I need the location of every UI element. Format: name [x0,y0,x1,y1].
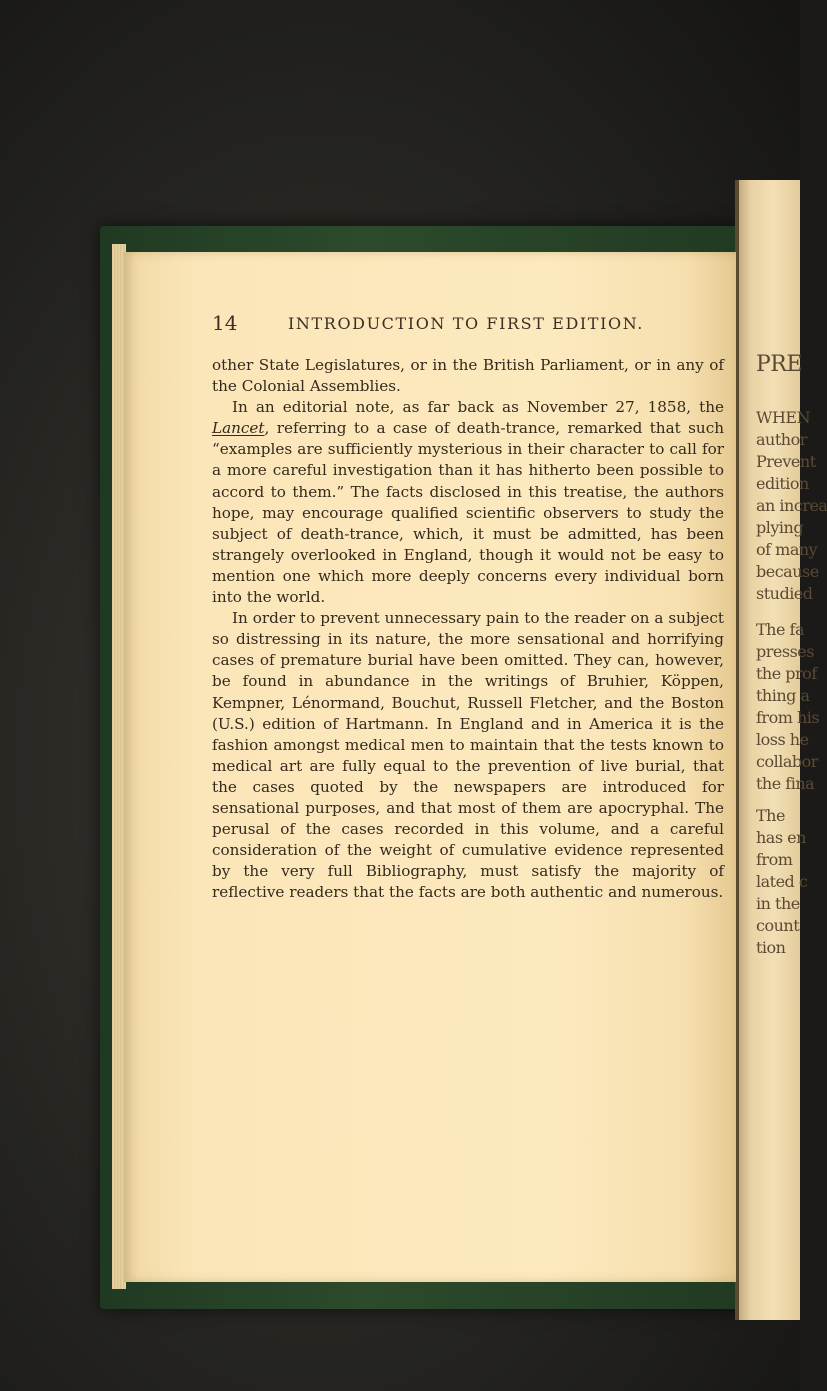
paragraph-text: , referring to a case of death-trance, remarked that such “examples are sufficiently mysterious in their character to call for a more careful investigation than it has hitherto been possible to accord to them.” The facts disclosed in this treatise, the authors hope, may encourage qualified scientific observers to study the subject of death-trance, which, it must be admitted, has been strangely overlooked in England, though it would not be easy to mention one which more deeply concerns every individual born into the world. [212,419,724,607]
body-text [212,355,724,903]
journal-name: Lancet [212,419,265,438]
adjacent-fragment: The fa [756,620,804,639]
adjacent-fragment: because [756,562,819,581]
adjacent-fragment: of many [756,540,818,559]
adjacent-fragment: author [756,430,807,449]
adjacent-fragment: plying [756,518,804,537]
adjacent-fragment: tion [756,938,786,957]
running-head [212,311,732,339]
adjacent-book-page [735,180,827,1320]
chapter-title: INTRODUCTION TO FIRST EDITION. [288,314,644,333]
adjacent-fragment: in the [756,894,800,913]
adjacent-fragment: the prof [756,664,817,683]
adjacent-fragment: loss he [756,730,809,749]
paragraph: other State Legislatures, or in the British Parliament, or in any of the Colonial Assemblies. [212,356,724,396]
adjacent-fragment: from his [756,708,820,727]
adjacent-fragment: an increa [756,496,827,515]
paragraph: In order to prevent unnecessary pain to the reader on a subject so distressing in its nature, the more sensational and horrifying cases of premature burial have been omitted. They can, however, be found in abundance in the writings of Bruhier, Köppen, Kempner, Lénormand, Bouchut, Russell Fletcher, and the Boston (U.S.) edition of Hartmann. In England and in America it is the fashion amongst medical men to maintain that the tests known to medical art are fully equal to the prevention of live burial, that the cases quoted by the newspapers are introduced for sensational purposes, and that most of them are apocryphal. The perusal of the cases recorded in this volume, and a careful consideration of the weight of cumulative evidence represented by the very full Bibliography, must satisfy the majority of reflective readers that the facts are both authentic and numerous. [212,609,724,902]
adjacent-fragment: the fina [756,774,815,793]
adjacent-fragment: lated c [756,872,808,891]
adjacent-fragment: presses [756,642,814,661]
paragraph [212,397,724,608]
adjacent-fragment: collabor [756,752,818,771]
adjacent-fragment: The [756,806,785,825]
page-number: 14 [212,311,238,335]
adjacent-fragment: Prevent [756,452,816,471]
adjacent-fragment: from [756,850,793,869]
adjacent-fragment: PRE [756,352,802,377]
adjacent-fragment: has en [756,828,806,847]
adjacent-fragment: studied [756,584,813,603]
adjacent-fragment: thing a [756,686,810,705]
adjacent-fragment: edition [756,474,809,493]
adjacent-fragment: count [756,916,800,935]
adjacent-fragment: WHEN [756,408,811,427]
paragraph-text: In an editorial note, as far back as November 27, 1858, the [232,398,724,417]
